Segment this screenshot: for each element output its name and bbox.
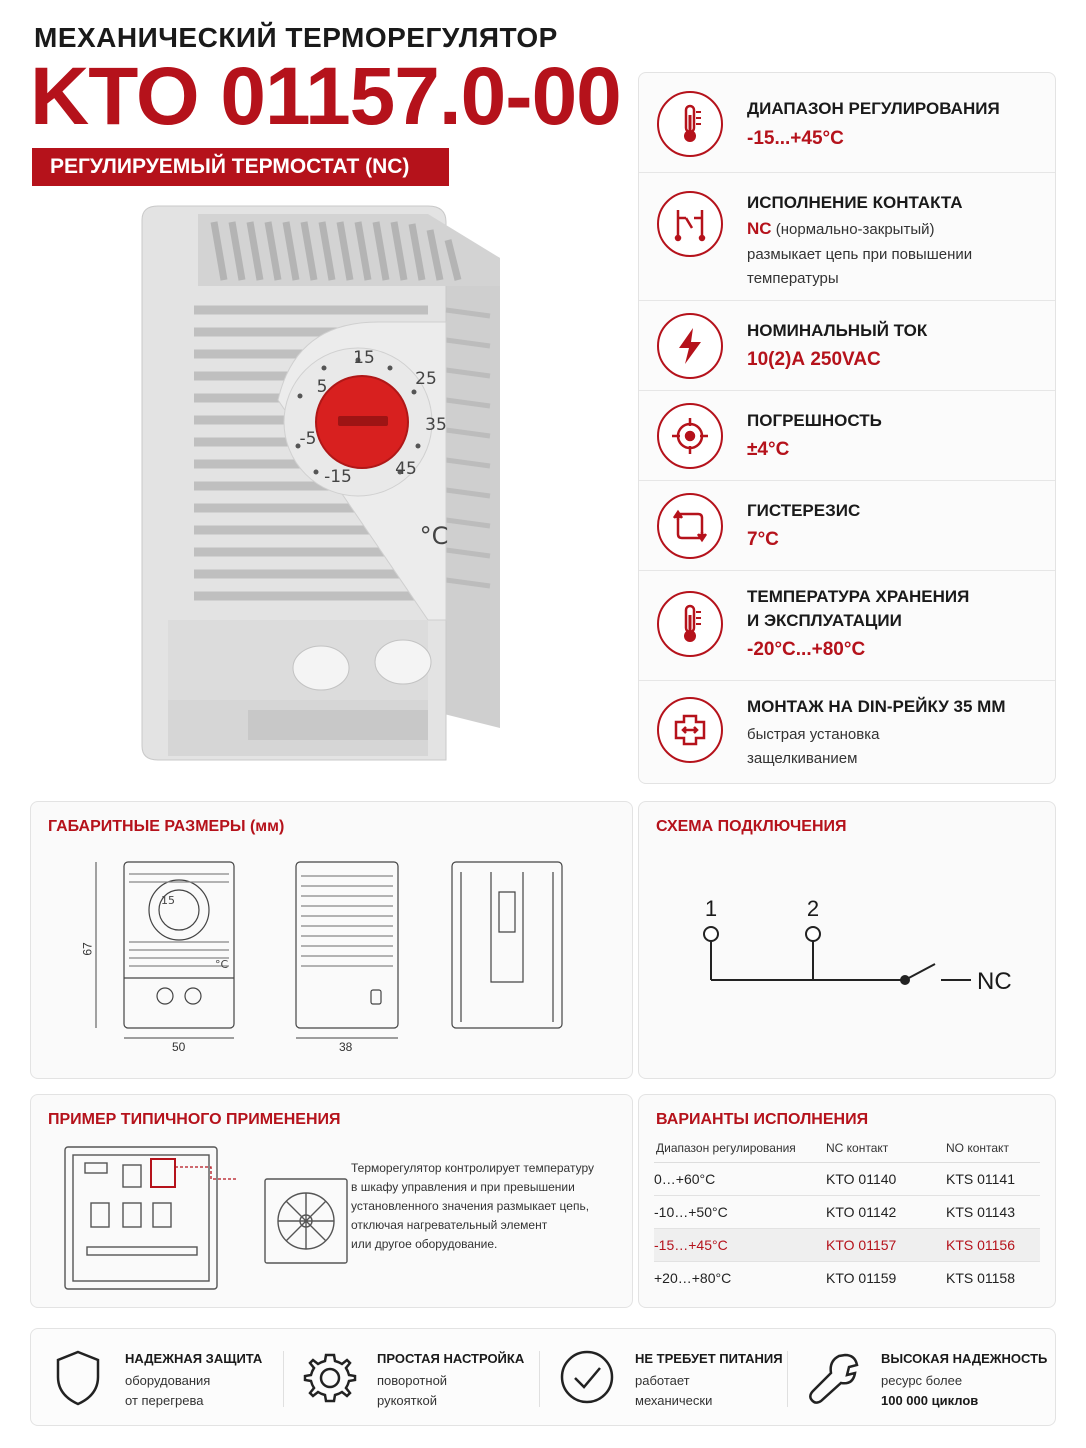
back-view <box>452 862 562 1028</box>
spec-title: ПОГРЕШНОСТЬ <box>747 411 882 430</box>
crosshair-icon <box>657 403 723 469</box>
feature-title: ВЫСОКАЯ НАДЕЖНОСТЬ <box>881 1351 1048 1366</box>
product-image <box>128 200 508 780</box>
feature-desc: оборудования <box>125 1373 211 1388</box>
table-row <box>654 1195 1040 1228</box>
variants-title: ВАРИАНТЫ ИСПОЛНЕНИЯ <box>656 1111 869 1128</box>
product-type-badge-label: РЕГУЛИРУЕМЫЙ ТЕРМОСТАТ (NC) <box>50 155 410 178</box>
spec-current <box>639 301 1055 391</box>
contact-switch-icon <box>657 191 723 257</box>
knob-slot <box>338 416 388 426</box>
spec-desc: быстрая установка <box>747 726 880 743</box>
dimension-drawing <box>81 852 601 1062</box>
feature-desc: рукояткой <box>377 1393 437 1408</box>
page-title: KTO 01157.0-00 <box>30 51 621 142</box>
application-title: ПРИМЕР ТИПИЧНОГО ПРИМЕНЕНИЯ <box>48 1111 341 1128</box>
contact-type-label: NC <box>977 968 1012 995</box>
spec-title-line2: И ЭКСПЛУАТАЦИИ <box>747 611 902 630</box>
variants-table <box>654 1134 1040 1294</box>
wrench-icon <box>807 1349 863 1405</box>
spec-title: НОМИНАЛЬНЫЙ ТОК <box>747 321 928 340</box>
table-cell: KTS 01143 <box>946 1195 1040 1228</box>
table-cell: KTO 01140 <box>826 1162 946 1195</box>
table-row <box>654 1162 1040 1195</box>
din-clip-recess <box>248 710 428 740</box>
table-row-highlighted <box>654 1228 1040 1261</box>
spec-contact <box>639 173 1055 301</box>
drawing-dial-label: 15 <box>161 894 175 907</box>
feature-desc: 100 000 циклов <box>881 1393 979 1408</box>
spec-title: ИСПОЛНЕНИЕ КОНТАКТА <box>747 193 963 212</box>
dial-label: 25 <box>415 369 437 389</box>
terminal-hole <box>293 646 349 690</box>
table-header: NO контакт <box>946 1134 1040 1162</box>
thermostat-highlight <box>151 1159 175 1187</box>
feature-divider <box>787 1351 788 1407</box>
table-row <box>654 1261 1040 1294</box>
application-text-line: или другое оборудование. <box>351 1237 498 1251</box>
spec-title: ТЕМПЕРАТУРА ХРАНЕНИЯ <box>747 587 970 606</box>
feature-desc: ресурс более <box>881 1373 963 1388</box>
terminal-hole <box>375 640 431 684</box>
table-cell: KTS 01141 <box>946 1162 1040 1195</box>
dial-label: -15 <box>324 467 352 487</box>
table-cell: KTO 01142 <box>826 1195 946 1228</box>
table-header: Диапазон регулирования <box>654 1134 826 1162</box>
feature-divider <box>283 1351 284 1407</box>
application-text-line: отключая нагревательный элемент <box>351 1218 548 1232</box>
spec-desc: защелкиванием <box>747 750 858 767</box>
features-strip <box>30 1328 1056 1426</box>
check-circle-icon <box>559 1349 615 1405</box>
spec-value: -20°C...+80°C <box>747 639 866 660</box>
dial-label: 35 <box>425 415 447 435</box>
dimensions-card <box>30 801 633 1079</box>
spec-desc: температуры <box>747 270 839 287</box>
dial-label: 15 <box>353 348 375 368</box>
dial-label: 45 <box>395 459 417 479</box>
lightning-icon <box>657 313 723 379</box>
feature-desc: работает <box>635 1373 690 1388</box>
thermometer-icon <box>657 591 723 657</box>
spec-range <box>639 73 1055 173</box>
feature-desc: поворотной <box>377 1373 448 1388</box>
spec-mounting <box>639 681 1055 783</box>
application-card <box>30 1094 633 1308</box>
table-cell: -15…+45°C <box>654 1228 826 1261</box>
application-text-line: установленного значения размыкает цепь, <box>351 1199 590 1213</box>
spec-value-inline: NC <box>747 219 772 238</box>
table-cell: -10…+50°C <box>654 1195 826 1228</box>
dial-unit-label: °C <box>419 522 449 550</box>
table-cell: KTO 01159 <box>826 1269 897 1286</box>
application-text-line: в шкафу управления и при превышении <box>351 1180 575 1194</box>
dimension-height-label: 67 <box>80 942 95 956</box>
spec-title: МОНТАЖ НА DIN-РЕЙКУ 35 ММ <box>747 697 1006 716</box>
spec-accuracy <box>639 391 1055 481</box>
table-cell: KTS 01158 <box>946 1269 1016 1286</box>
feature-desc: от перегрева <box>125 1393 204 1408</box>
wiring-title: СХЕМА ПОДКЛЮЧЕНИЯ <box>656 818 847 835</box>
spec-desc: размыкает цепь при повышении <box>747 246 973 263</box>
terminal-2-label: 2 <box>806 896 820 921</box>
table-cell: 0…+60°C <box>654 1162 826 1195</box>
terminal-1-label: 1 <box>704 896 718 921</box>
feature-title: НЕ ТРЕБУЕТ ПИТАНИЯ <box>635 1351 783 1366</box>
spec-value: 7°C <box>747 529 779 550</box>
wiring-diagram <box>689 882 1049 1012</box>
drawing-unit-label: °C <box>215 958 229 971</box>
table-cell: +20…+80°C <box>654 1269 732 1286</box>
page-subtitle: МЕХАНИЧЕСКИЙ ТЕРМОРЕГУЛЯТОР <box>34 22 558 53</box>
spec-title: ГИСТЕРЕЗИС <box>747 501 861 520</box>
spec-hysteresis <box>639 481 1055 571</box>
spec-value: -15...+45°C <box>747 128 844 149</box>
table-header: NC контакт <box>826 1134 946 1162</box>
spec-value-inline-desc: (нормально-закрытый) <box>771 221 935 238</box>
thermometer-icon <box>657 91 723 157</box>
side-view <box>296 862 398 1028</box>
table-header-row <box>654 1134 1040 1162</box>
din-rail-icon <box>657 697 723 763</box>
application-text-line: Терморегулятор контролирует температуру <box>351 1161 594 1175</box>
feature-desc: механически <box>635 1393 713 1408</box>
spec-value: ±4°C <box>747 439 790 460</box>
gear-icon <box>303 1351 357 1405</box>
spec-contact-type <box>747 217 1037 242</box>
table-cell: KTO 01157 <box>826 1228 946 1261</box>
spec-storage-temp <box>639 571 1055 681</box>
feature-title: НАДЕЖНАЯ ЗАЩИТА <box>125 1351 263 1366</box>
dial-label: -5 <box>299 429 317 449</box>
table-cell: KTS 01156 <box>946 1228 1040 1261</box>
spec-value: 10(2)А 250VAC <box>747 349 881 370</box>
specs-panel <box>638 72 1056 784</box>
feature-title: ПРОСТАЯ НАСТРОЙКА <box>377 1351 525 1366</box>
product-type-badge <box>32 148 449 186</box>
dimension-width-label: 50 <box>172 1040 186 1054</box>
wiring-card <box>638 801 1056 1079</box>
shield-icon <box>53 1349 103 1407</box>
dimension-depth-label: 38 <box>339 1040 353 1054</box>
front-view <box>124 862 234 1028</box>
cycle-arrows-icon <box>657 493 723 559</box>
dimensions-title: ГАБАРИТНЫЕ РАЗМЕРЫ (мм) <box>48 818 285 835</box>
dial-label: 5 <box>316 377 328 397</box>
spec-title: ДИАПАЗОН РЕГУЛИРОВАНИЯ <box>747 99 1000 118</box>
cabinet-illustration <box>61 1143 361 1293</box>
application-description <box>351 1159 621 1254</box>
feature-divider <box>539 1351 540 1407</box>
